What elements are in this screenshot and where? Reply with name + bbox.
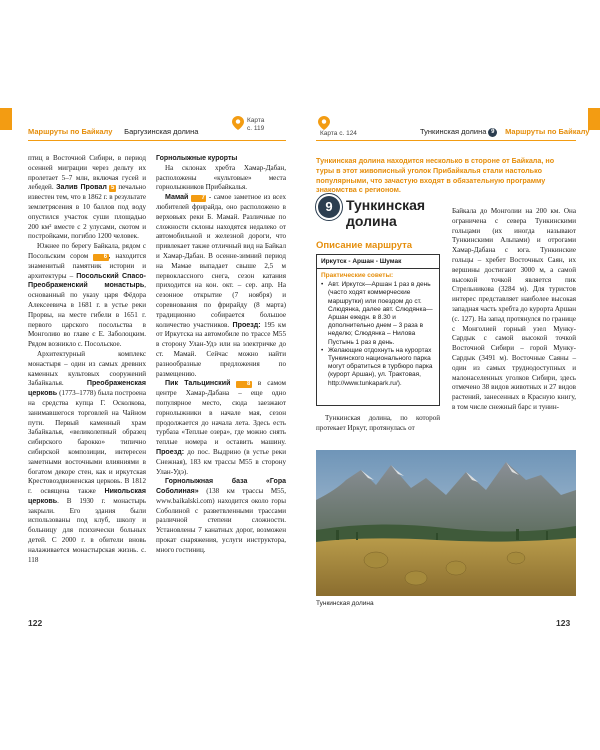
- paragraph: Мамай 7 - самое заметное из всех любителей фрирайда, оно расположено в верховьях реки Б. Мамай. Различные по сложности склоны находятся недалеко от автомобильной и железной дороги, что привлекает также отличный вид на Байкал и Хамар-Дабан. В осенне-зимний период на Мамае выпадает свыше 2,5 м первоклассного снега, сезон катания приходится на кон. окт. – сер. апр. На сезонное открытие (7 ноября) и соревнования по фрирайду (8 марта) традиционно собирается большое количество участников. Проезд: 195 км от Иркутска на автомобиле по трассе М55 в сторону Улан-Удэ или на электричке до ст. Мамай. Сейчас можно найти разнообразные предложения по размещению.: [156, 193, 286, 378]
- right-map-ref[interactable]: [320, 130, 357, 138]
- paragraph: Байкала до Монголии на 200 км. Она ограничена с севера Тункинскими гольцами (их иногда называют Тункинскими Альпами) и отрогами Хамар-Дабана с юга. Тункинские гольцы – хребет Восточных Саян, их вершины достигают 3000 м, а самой высокой точкой является пик Стрельникова (3284 м). Для туристов интерес представляет наиболее высокая западная часть хребта до курорта Аршан (с. 127). На запад протянулся по границе с Монголией горный узел Мунку-Сардык с самой высокой точкой Восточной Сибири – горой Мунку-Сардык (3491 м). Восточные Саяны – один из самых труднодоступных и малонаселенных уголков Сибири, здесь отмечено 38 видов животных и 27 видов растений, занесенных в Красную книгу, в том числе снежный барс и тунин-: [452, 207, 576, 411]
- left-header-section: Маршруты по Байкалу: [28, 127, 113, 136]
- paragraph: На склонах хребта Хамар-Дабан, расположены «культовые» места горнолыжников Прибайкалья.: [156, 163, 286, 192]
- route-number-badge: 9: [318, 196, 340, 218]
- under-box-text: [316, 414, 440, 434]
- tips-title: Практические советы:: [321, 272, 394, 279]
- tip-item: • Авт. Иркутск—Аршан 1 раз в день (часто ходят коммерческие маршрутки) или поездом до ст. Слюдянка, далее авт. Слюдянка—Аршан ежедн. в 8.30 и дополнительно днем – 3 раза в неделю; Слюдянка – Нилова Пустынь 1 раз в день.: [321, 281, 435, 347]
- practical-tips-box: [316, 254, 440, 406]
- left-header: [28, 127, 198, 136]
- section-heading: Горнолыжные курорты: [156, 155, 238, 162]
- paragraph: Южнее по берегу Байкала, рядом с Посольским сором 6 , находится знаменитый памятник истории и архитектуры – Посольский Спасо-Преображенский монастырь, основанный по указу царя Фёдора Алексеевича в 1681 г. в устье реки Прорвы, на месте гибели в 1651 г. первого царского посольства в Монголию во главе с Е. Заболоцким. Рядом возникло с. Посольское.: [28, 242, 146, 349]
- map-marker-badge: 5: [110, 185, 115, 192]
- route-number-small-badge: 9: [488, 128, 497, 137]
- route-title: Тункинская долина: [346, 197, 426, 229]
- right-page-number: 123: [556, 618, 571, 628]
- paragraph: Тункинская долина, по которой протекает Иркут, протянулась от: [316, 414, 440, 432]
- left-column-2: [156, 154, 286, 556]
- left-column-1: [28, 154, 146, 565]
- map-marker-badge: 6: [93, 254, 108, 261]
- mountain-valley-image: [316, 450, 576, 596]
- right-page-tab: [588, 108, 600, 130]
- map-marker-badge: 8: [236, 381, 251, 388]
- map-pin-icon: [232, 116, 244, 130]
- map-page: с. 124: [339, 130, 357, 137]
- tip-item: • Желающие отдохнуть на курортах Тункинского национального парка могут обратиться в турбюро парка (курорт Аршан), ул. Трактовая, http://www.tunkapark.ru/).: [321, 347, 435, 388]
- left-map-ref[interactable]: [247, 117, 264, 132]
- right-header: [420, 127, 589, 137]
- paragraph: Горнолыжная база «Гора Соболиная» (138 км трассы М55, www.baikalski.com) находится около горы Соболиной с разветвленными трассами различной степени сложности. Установлены 7 канатных дорог, возможен прокат снаряжения, услуги инструктора, много гостиниц.: [156, 478, 286, 554]
- map-page: с. 119: [247, 124, 265, 132]
- map-label: Карта: [320, 130, 338, 137]
- left-header-rule: [28, 140, 286, 141]
- landscape-photo: [316, 450, 576, 596]
- route-line: Иркутск - Аршан - Шумак: [317, 255, 439, 269]
- left-page-tab: [0, 108, 12, 130]
- map-label: Карта: [247, 117, 265, 124]
- right-header-subtitle: Тункинская долина: [420, 127, 487, 136]
- right-header-rule: [316, 140, 576, 141]
- left-header-subtitle: Баргузинская долина: [124, 127, 199, 136]
- map-marker-badge: 7: [191, 195, 206, 202]
- paragraph: Архитектурный комплекс монастыря – один из самых древних каменных культовых сооружений Забайкалья. Преображенская церковь (1773–1778) была построена на средства купца Г. Осколкова, занимавшегося торговлей на Чайном пути. Первый каменный храм Забайкалья, «великолепный образец сибирского барокко» типично сибирской композиции, интересен заметными восточными влияниями в богатом декоре стен, как и иркутская Крестовоздвиженская церковь. В 1812 г. освящена также Никольская церковь. В 1930 г. монастырь закрыли. Его здания были использованы под клуб, школу и больницу для психически больных детей. С 2000 г. в обители вновь налаживается монастырская жизнь. с. 118: [28, 349, 146, 564]
- tips-content: [317, 269, 439, 391]
- left-page-number: 122: [28, 618, 43, 628]
- right-column: [452, 207, 576, 413]
- paragraph: птиц в Восточной Сибири, в период осенней миграции через дельту их пролетает 5–7 млн, включая гусей и лебедей. Залив Провал 5 печально известен тем, что в 1862 г. в результате землетрясения в 10 баллов под воду опустился участок суши площадью 200 км² вместе с 2 улусами, скотом и постройками, погибло 1200 человек.: [28, 154, 146, 241]
- map-pin-icon: [318, 116, 330, 130]
- paragraph: Пик Тальцинский 8 в самом центре Хамар-Дабана – еще одно популярное место, сюда заезжают горнолыжники в начале мая, сезон продолжается до начала лета. Здесь есть турбаза «Теплые озера», где можно снять теплые номера и оставить машину. Проезд: до пос. Выдрино (в устье реки Снежная), 183 км трассы М55 в сторону Улан-Удэ).: [156, 379, 286, 476]
- right-header-section: Маршруты по Байкалу: [505, 127, 590, 136]
- photo-caption: Тункинская долина: [316, 600, 374, 607]
- route-description-heading: Описание маршрута: [316, 240, 413, 251]
- lead-paragraph: Тункинская долина находится несколько в стороне от Байкала, но туры в этот живописный уголок Прибайкалья стали настолько популярными, что зачастую входят в обязательную программу знакомства с регионом.: [316, 156, 555, 195]
